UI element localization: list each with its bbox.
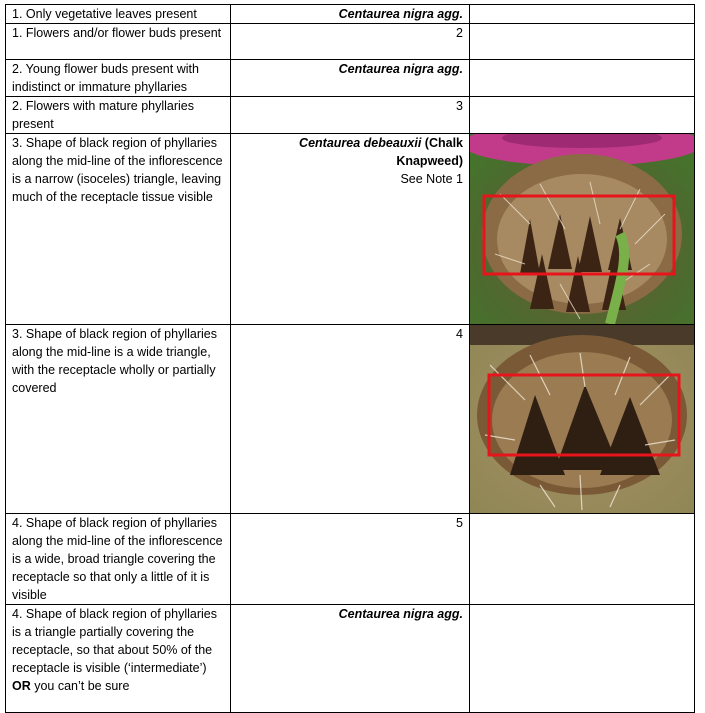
image-cell-empty [470,97,695,134]
note-reference: See Note 1 [400,172,463,186]
couplet-result: 2 [231,24,470,60]
table-row [6,605,695,713]
couplet-description: 1. Only vegetative leaves present [6,5,231,24]
photo-wide-triangle [470,325,695,514]
table-row [6,134,695,325]
table-row [6,24,695,60]
image-cell-empty [470,5,695,24]
couplet-description [6,605,231,713]
couplet-result [231,134,470,325]
image-cell-empty [470,24,695,60]
image-cell-empty [470,60,695,97]
table-row [6,514,695,605]
table-row [6,60,695,97]
identification-key-table [5,4,695,713]
couplet-description: 1. Flowers and/or flower buds present [6,24,231,60]
description-text: you can’t be sure [30,679,130,693]
couplet-result: Centaurea nigra agg. [231,605,470,713]
taxon-name: Centaurea debeauxii [299,136,422,150]
image-cell-empty [470,514,695,605]
couplet-description: 2. Young flower buds present with indistinct or immature phyllaries [6,60,231,97]
couplet-description: 2. Flowers with mature phyllaries present [6,97,231,134]
description-text: 4. Shape of black region of phyllaries is a triangle partially covering the receptacle, so that about 50% of the receptacle is visible (‘intermediate’) [12,607,217,675]
common-name: (Chalk Knapweed) [396,136,463,168]
image-cell-empty [470,605,695,713]
couplet-result: 3 [231,97,470,134]
emphasis-or: OR [12,679,31,693]
couplet-result: 4 [231,325,470,514]
table-row [6,325,695,514]
table-row [6,5,695,24]
couplet-description: 3. Shape of black region of phyllaries along the mid-line of the inflorescence is a narrow (isoceles) triangle, leaving much of the receptacle tissue visible [6,134,231,325]
couplet-description: 4. Shape of black region of phyllaries along the mid-line of the inflorescence is a wide, broad triangle covering the receptacle so that only a little of it is visible [6,514,231,605]
couplet-result: Centaurea nigra agg. [231,5,470,24]
couplet-result: 5 [231,514,470,605]
couplet-result: Centaurea nigra agg. [231,60,470,97]
table-row [6,97,695,134]
photo-narrow-triangle [470,134,695,325]
couplet-description: 3. Shape of black region of phyllaries along the mid-line is a wide triangle, with the receptacle wholly or partially covered [6,325,231,514]
